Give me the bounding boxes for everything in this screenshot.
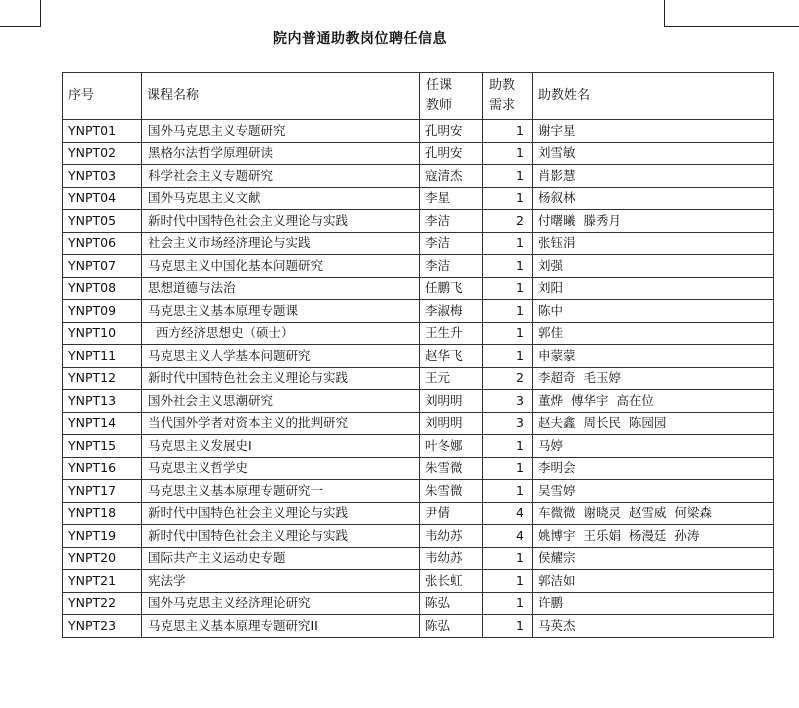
cell-assistant-names: 陈中 <box>533 300 774 323</box>
cell-assistant-names: 刘阳 <box>533 277 774 300</box>
cell-course-name: 西方经济思想史（硕士） <box>142 322 420 345</box>
table-row <box>63 187 774 210</box>
assistant-appointment-table <box>62 72 774 638</box>
cell-demand: 1 <box>483 570 533 593</box>
cell-assistant-names: 杨叙林 <box>533 187 774 210</box>
header-assistant-names: 助教姓名 <box>533 73 774 120</box>
cell-demand: 1 <box>483 277 533 300</box>
cell-demand: 1 <box>483 615 533 638</box>
cell-demand: 2 <box>483 210 533 233</box>
cell-index: YNPT19 <box>63 525 142 548</box>
cell-teacher: 韦幼苏 <box>420 547 483 570</box>
table-row <box>63 322 774 345</box>
cell-teacher: 朱雪微 <box>420 480 483 503</box>
cell-demand: 1 <box>483 255 533 278</box>
table-row <box>63 255 774 278</box>
cell-teacher: 刘明明 <box>420 412 483 435</box>
cell-index: YNPT01 <box>63 120 142 143</box>
table-row <box>63 210 774 233</box>
table-row <box>63 390 774 413</box>
table-row <box>63 592 774 615</box>
cell-teacher: 李洁 <box>420 255 483 278</box>
cell-index: YNPT18 <box>63 502 142 525</box>
table-row <box>63 142 774 165</box>
table-row <box>63 412 774 435</box>
cell-demand: 3 <box>483 390 533 413</box>
table-row <box>63 345 774 368</box>
cell-assistant-names: 郭洁如 <box>533 570 774 593</box>
cell-course-name: 国外社会主义思潮研究 <box>142 390 420 413</box>
cell-teacher: 王元 <box>420 367 483 390</box>
table-row <box>63 615 774 638</box>
cell-teacher: 寇清杰 <box>420 165 483 188</box>
cell-demand: 3 <box>483 412 533 435</box>
cell-demand: 2 <box>483 367 533 390</box>
cell-demand: 1 <box>483 165 533 188</box>
header-index: 序号 <box>63 73 142 120</box>
cell-teacher: 任鹏飞 <box>420 277 483 300</box>
cell-demand: 4 <box>483 502 533 525</box>
table-row <box>63 480 774 503</box>
crop-mark-top-right <box>664 0 799 27</box>
cell-demand: 1 <box>483 480 533 503</box>
cell-course-name: 新时代中国特色社会主义理论与实践 <box>142 502 420 525</box>
cell-course-name: 马克思主义基本原理专题研究一 <box>142 480 420 503</box>
cell-demand: 4 <box>483 525 533 548</box>
cell-demand: 1 <box>483 142 533 165</box>
table-row <box>63 367 774 390</box>
cell-index: YNPT11 <box>63 345 142 368</box>
cell-demand: 1 <box>483 457 533 480</box>
cell-course-name: 新时代中国特色社会主义理论与实践 <box>142 525 420 548</box>
cell-assistant-names: 谢宇星 <box>533 120 774 143</box>
crop-mark-top-left <box>0 0 41 27</box>
table-row <box>63 232 774 255</box>
cell-course-name: 思想道德与法治 <box>142 277 420 300</box>
cell-teacher: 王生升 <box>420 322 483 345</box>
cell-teacher: 尹倩 <box>420 502 483 525</box>
cell-assistant-names: 马婷 <box>533 435 774 458</box>
header-teacher-line1: 任课 <box>426 78 453 93</box>
cell-index: YNPT21 <box>63 570 142 593</box>
cell-index: YNPT02 <box>63 142 142 165</box>
cell-course-name: 马克思主义基本原理专题课 <box>142 300 420 323</box>
cell-assistant-names: 刘雪敏 <box>533 142 774 165</box>
cell-index: YNPT14 <box>63 412 142 435</box>
cell-course-name: 马克思主义人学基本问题研究 <box>142 345 420 368</box>
cell-index: YNPT12 <box>63 367 142 390</box>
cell-demand: 1 <box>483 547 533 570</box>
cell-course-name: 国外马克思主义文献 <box>142 187 420 210</box>
cell-assistant-names: 郭佳 <box>533 322 774 345</box>
table-row <box>63 165 774 188</box>
cell-teacher: 赵华飞 <box>420 345 483 368</box>
cell-assistant-names: 肖影慧 <box>533 165 774 188</box>
cell-assistant-names: 马英杰 <box>533 615 774 638</box>
cell-index: YNPT05 <box>63 210 142 233</box>
cell-index: YNPT13 <box>63 390 142 413</box>
cell-index: YNPT07 <box>63 255 142 278</box>
cell-course-name: 黑格尔法哲学原理研读 <box>142 142 420 165</box>
table-row <box>63 120 774 143</box>
cell-course-name: 社会主义市场经济理论与实践 <box>142 232 420 255</box>
table-header-row <box>63 73 774 120</box>
header-demand <box>483 73 533 120</box>
header-demand-line1: 助教 <box>489 78 516 93</box>
cell-teacher: 陈弘 <box>420 615 483 638</box>
cell-teacher: 韦幼苏 <box>420 525 483 548</box>
cell-assistant-names: 李超奇 毛玉婷 <box>533 367 774 390</box>
table-row <box>63 457 774 480</box>
cell-course-name: 国外马克思主义专题研究 <box>142 120 420 143</box>
cell-course-name: 宪法学 <box>142 570 420 593</box>
cell-index: YNPT23 <box>63 615 142 638</box>
cell-teacher: 张长虹 <box>420 570 483 593</box>
cell-teacher: 刘明明 <box>420 390 483 413</box>
header-teacher-line2: 教师 <box>426 98 453 113</box>
cell-teacher: 李洁 <box>420 210 483 233</box>
cell-assistant-names: 侯耀宗 <box>533 547 774 570</box>
cell-course-name: 科学社会主义专题研究 <box>142 165 420 188</box>
cell-demand: 1 <box>483 322 533 345</box>
cell-course-name: 新时代中国特色社会主义理论与实践 <box>142 367 420 390</box>
cell-index: YNPT15 <box>63 435 142 458</box>
table-body <box>63 120 774 638</box>
cell-index: YNPT20 <box>63 547 142 570</box>
cell-assistant-names: 刘强 <box>533 255 774 278</box>
cell-teacher: 陈弘 <box>420 592 483 615</box>
cell-index: YNPT09 <box>63 300 142 323</box>
table-row <box>63 435 774 458</box>
table-row <box>63 502 774 525</box>
cell-demand: 1 <box>483 232 533 255</box>
cell-index: YNPT06 <box>63 232 142 255</box>
cell-assistant-names: 赵夫鑫 周长民 陈园园 <box>533 412 774 435</box>
cell-course-name: 马克思主义发展史I <box>142 435 420 458</box>
header-demand-line2: 需求 <box>489 98 516 113</box>
cell-course-name: 马克思主义基本原理专题研究II <box>142 615 420 638</box>
cell-assistant-names: 姚博宇 王乐娟 杨漫廷 孙涛 <box>533 525 774 548</box>
cell-index: YNPT08 <box>63 277 142 300</box>
cell-teacher: 李洁 <box>420 232 483 255</box>
cell-assistant-names: 吴雪婷 <box>533 480 774 503</box>
table-row <box>63 300 774 323</box>
cell-demand: 1 <box>483 120 533 143</box>
cell-course-name: 新时代中国特色社会主义理论与实践 <box>142 210 420 233</box>
cell-assistant-names: 车微微 谢晓灵 赵雪威 何梁森 <box>533 502 774 525</box>
cell-assistant-names: 李明会 <box>533 457 774 480</box>
cell-index: YNPT04 <box>63 187 142 210</box>
cell-course-name: 马克思主义中国化基本问题研究 <box>142 255 420 278</box>
header-course-name: 课程名称 <box>142 73 420 120</box>
cell-demand: 1 <box>483 435 533 458</box>
header-teacher <box>420 73 483 120</box>
cell-course-name: 国外马克思主义经济理论研究 <box>142 592 420 615</box>
table-row <box>63 570 774 593</box>
cell-assistant-names: 申蒙蒙 <box>533 345 774 368</box>
document-title: 院内普通助教岗位聘任信息 <box>273 31 447 47</box>
cell-index: YNPT17 <box>63 480 142 503</box>
cell-teacher: 李淑梅 <box>420 300 483 323</box>
table-row <box>63 525 774 548</box>
cell-demand: 1 <box>483 592 533 615</box>
cell-index: YNPT16 <box>63 457 142 480</box>
cell-demand: 1 <box>483 300 533 323</box>
cell-teacher: 孔明安 <box>420 142 483 165</box>
cell-index: YNPT03 <box>63 165 142 188</box>
cell-assistant-names: 许鹏 <box>533 592 774 615</box>
cell-demand: 1 <box>483 345 533 368</box>
cell-index: YNPT10 <box>63 322 142 345</box>
table-row <box>63 277 774 300</box>
cell-assistant-names: 付曙曦 滕秀月 <box>533 210 774 233</box>
cell-teacher: 李星 <box>420 187 483 210</box>
cell-teacher: 朱雪微 <box>420 457 483 480</box>
cell-course-name: 国际共产主义运动史专题 <box>142 547 420 570</box>
cell-teacher: 孔明安 <box>420 120 483 143</box>
cell-teacher: 叶冬娜 <box>420 435 483 458</box>
cell-course-name: 马克思主义哲学史 <box>142 457 420 480</box>
cell-course-name: 当代国外学者对资本主义的批判研究 <box>142 412 420 435</box>
cell-assistant-names: 董烨 傅华宇 高在位 <box>533 390 774 413</box>
cell-index: YNPT22 <box>63 592 142 615</box>
table-row <box>63 547 774 570</box>
cell-demand: 1 <box>483 187 533 210</box>
cell-assistant-names: 张钰涓 <box>533 232 774 255</box>
